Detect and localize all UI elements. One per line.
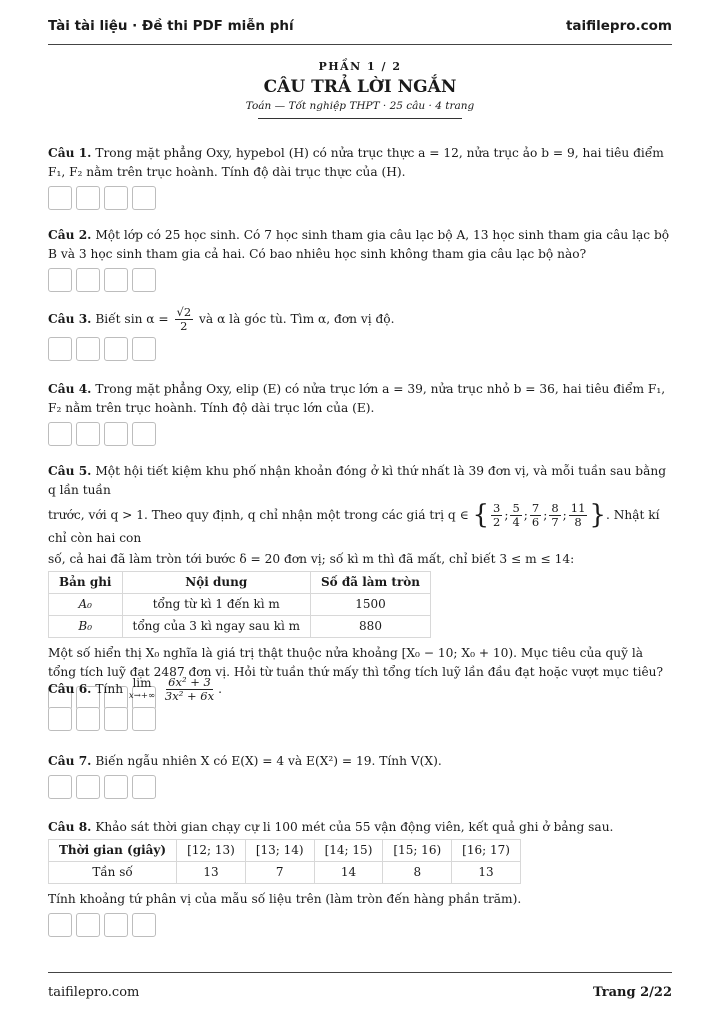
table-header: Nội dung	[122, 572, 311, 594]
question-label: Câu 1.	[48, 146, 92, 160]
page-title: CÂU TRẢ LỜI NGẮN	[263, 77, 457, 97]
question-text-line2-post: . Nhật kí chỉ còn hai con	[48, 508, 660, 545]
question-label: Câu 7.	[48, 754, 92, 768]
header-right: taifilepro.com	[565, 18, 672, 34]
fraction-denominator: 8	[574, 515, 582, 529]
answer-boxes	[48, 337, 672, 361]
table-cell: Tần số	[49, 862, 177, 884]
answer-box[interactable]	[76, 186, 100, 210]
table-header-cell: [15; 16)	[383, 840, 452, 862]
answer-box[interactable]	[132, 268, 156, 292]
answer-box[interactable]	[104, 268, 128, 292]
table-header-cell: [13; 14)	[245, 840, 314, 862]
question-text-line3: số, cả hai đã làm tròn tới bước δ = 20 đơn vị; số kì m thì đã mất, chỉ biết 3 ≤ m ≤ 14:	[48, 552, 575, 566]
question-text-post: và α là góc tù. Tìm α, đơn vị độ.	[199, 312, 395, 326]
table-cell: 14	[314, 862, 383, 884]
table-cell: 1500	[311, 594, 431, 616]
answer-boxes	[48, 422, 672, 446]
question-text-line2: trước, với q > 1. Theo quy định, q chỉ nhận một trong các giá trị q ∈	[48, 508, 469, 522]
table-header-cell: [14; 15)	[314, 840, 383, 862]
question-3	[48, 306, 672, 361]
limit-word: lim	[132, 675, 152, 690]
question-1	[48, 144, 672, 210]
set-fraction	[549, 502, 560, 529]
table-cell: 8	[383, 862, 452, 884]
fraction-numerator: 6x² + 3	[168, 675, 211, 689]
question-text: Trong mặt phẳng Oxy, elip (E) có nửa trục lớn a = 39, nửa trục nhỏ b = 36, hai tiêu điểm F₁, F₂ nằm trên trục hoành. Tính độ dài trục lớn của (E).	[48, 382, 666, 415]
limit-subscript: x→+∞	[128, 690, 156, 701]
question-text-pre: Tính	[95, 682, 124, 696]
fraction-denominator: 2	[493, 515, 501, 529]
answer-box[interactable]	[104, 422, 128, 446]
question-label: Câu 2.	[48, 228, 92, 242]
table-cell: 880	[311, 616, 431, 638]
answer-box[interactable]	[104, 186, 128, 210]
header-left: Tài tài liệu · Đề thi PDF miễn phí	[48, 18, 294, 34]
table-header: Số đã làm tròn	[311, 572, 431, 594]
table-cell: A₀	[49, 594, 123, 616]
answer-box[interactable]	[132, 775, 156, 799]
set-separator: ;	[562, 508, 567, 522]
answer-box[interactable]	[48, 775, 72, 799]
question-text: Một lớp có 25 học sinh. Có 7 học sinh tham gia câu lạc bộ A, 13 học sinh tham gia câu lạc bộ B và 3 học sinh tham gia cả hai. Có bao nhiêu học sinh không tham gia câu lạc bộ nào?	[48, 228, 670, 261]
table-row	[49, 862, 521, 884]
table-cell: 13	[452, 862, 521, 884]
fraction-denominator: 4	[512, 515, 520, 529]
answer-box[interactable]	[76, 913, 100, 937]
answer-box[interactable]	[48, 268, 72, 292]
question-text-pre: Biết sin α =	[95, 312, 169, 326]
title-block	[0, 60, 720, 119]
set-brace-close: }	[589, 500, 606, 530]
table-cell: tổng từ kì 1 đến kì m	[122, 594, 311, 616]
fraction-denominator: 7	[551, 515, 559, 529]
question-label: Câu 4.	[48, 382, 92, 396]
table-cell: B₀	[49, 616, 123, 638]
table-cell: 7	[245, 862, 314, 884]
part-label: PHẦN 1 / 2	[318, 60, 402, 73]
answer-box[interactable]	[104, 707, 128, 731]
question-label: Câu 5.	[48, 464, 92, 478]
answer-box[interactable]	[48, 707, 72, 731]
set-fraction	[569, 502, 588, 529]
question-text-post: .	[218, 682, 222, 696]
answer-box[interactable]	[132, 337, 156, 361]
table-header-cell: [16; 17)	[452, 840, 521, 862]
answer-boxes	[48, 913, 672, 937]
set-separator: ;	[504, 508, 509, 522]
question-8	[48, 818, 672, 937]
answer-boxes	[48, 268, 672, 292]
header-divider	[48, 44, 672, 45]
answer-box[interactable]	[132, 186, 156, 210]
question-text: Khảo sát thời gian chạy cự li 100 mét của 55 vận động viên, kết quả ghi ở bảng sau.	[95, 820, 614, 834]
table-cell: tổng của 3 kì ngay sau kì m	[122, 616, 311, 638]
question-text-line1: Một hội tiết kiệm khu phố nhận khoản đóng ở kì thứ nhất là 39 đơn vị, và mỗi tuần sau bằng q lần tuần	[48, 464, 667, 497]
set-separator: ;	[523, 508, 528, 522]
fraction-numerator: 8	[551, 501, 559, 515]
question-text-after: Tính khoảng tứ phân vị của mẫu số liệu trên (làm tròn đến hàng phần trăm).	[48, 892, 522, 906]
table-row	[49, 594, 431, 616]
question-7	[48, 752, 672, 799]
answer-box[interactable]	[76, 775, 100, 799]
question-label: Câu 3.	[48, 312, 92, 326]
answer-box[interactable]	[48, 913, 72, 937]
footer-divider	[48, 972, 672, 973]
fraction	[175, 306, 194, 333]
set-fraction	[491, 502, 502, 529]
question-4	[48, 380, 672, 446]
answer-box[interactable]	[76, 422, 100, 446]
fraction-numerator: 11	[570, 501, 586, 515]
page-subtitle: Toán — Tốt nghiệp THPT · 25 câu · 4 trang	[245, 100, 475, 112]
question-5	[48, 462, 672, 710]
frequency-table	[48, 839, 521, 884]
table-header: Bản ghi	[49, 572, 123, 594]
footer-site-link[interactable]: taifilepro.com	[48, 984, 140, 1000]
question-text: Trong mặt phẳng Oxy, hypebol (H) có nửa trục thực a = 12, nửa trục ảo b = 9, hai tiêu điểm F₁, F₂ nằm trên trục hoành. Tính độ dài trục thực của (H).	[48, 146, 664, 179]
answer-box[interactable]	[48, 337, 72, 361]
answer-boxes	[48, 186, 672, 210]
set-fraction	[530, 502, 541, 529]
answer-box[interactable]	[76, 268, 100, 292]
set-fraction	[510, 502, 521, 529]
question-text-after: Một số hiển thị X₀ nghĩa là giá trị thật thuộc nửa khoảng [X₀ − 10; X₀ + 10). Mục tiêu của quỹ là tổng tích luỹ đạt 2487 đơn vị. Hỏi từ tuần thứ mấy thì tổng tích luỹ lần đầu đạt hoặc vượt mục tiêu?	[48, 646, 664, 679]
question-label: Câu 8.	[48, 820, 92, 834]
fraction-numerator: 7	[531, 501, 540, 515]
question-2	[48, 226, 672, 292]
answer-box[interactable]	[104, 913, 128, 937]
answer-box[interactable]	[76, 707, 100, 731]
answer-boxes	[48, 707, 672, 731]
fraction	[163, 676, 216, 703]
answer-box[interactable]	[104, 775, 128, 799]
fraction-denominator: 6	[531, 515, 540, 529]
question-text: Biến ngẫu nhiên X có E(X) = 4 và E(X²) = 19. Tính V(X).	[95, 754, 442, 768]
answer-box[interactable]	[48, 186, 72, 210]
table-header-cell: [12; 13)	[177, 840, 246, 862]
set-brace-open: {	[472, 500, 490, 530]
table-row	[49, 616, 431, 638]
question-label: Câu 6.	[48, 682, 92, 696]
page-footer	[48, 980, 672, 1004]
answer-box[interactable]	[132, 913, 156, 937]
fraction-numerator: 3	[493, 501, 501, 515]
page-header	[48, 14, 672, 38]
answer-box[interactable]	[132, 707, 156, 731]
question-6	[48, 676, 672, 731]
answer-box[interactable]	[104, 337, 128, 361]
set-separator: ;	[543, 508, 548, 522]
title-rule	[258, 118, 462, 119]
fraction-denominator: 2	[180, 319, 188, 333]
answer-box[interactable]	[48, 422, 72, 446]
answer-boxes	[48, 775, 672, 799]
answer-box[interactable]	[76, 337, 100, 361]
table-header: Thời gian (giây)	[49, 840, 177, 862]
table-cell: 13	[177, 862, 246, 884]
fraction-numerator: 5	[512, 501, 520, 515]
page-number: Trang 2/22	[593, 984, 672, 1000]
records-table	[48, 571, 431, 638]
fraction-set	[489, 501, 589, 529]
answer-box[interactable]	[132, 422, 156, 446]
fraction-numerator: √2	[176, 305, 192, 319]
fraction-denominator: 3x² + 6x	[164, 689, 215, 703]
limit	[129, 677, 155, 703]
